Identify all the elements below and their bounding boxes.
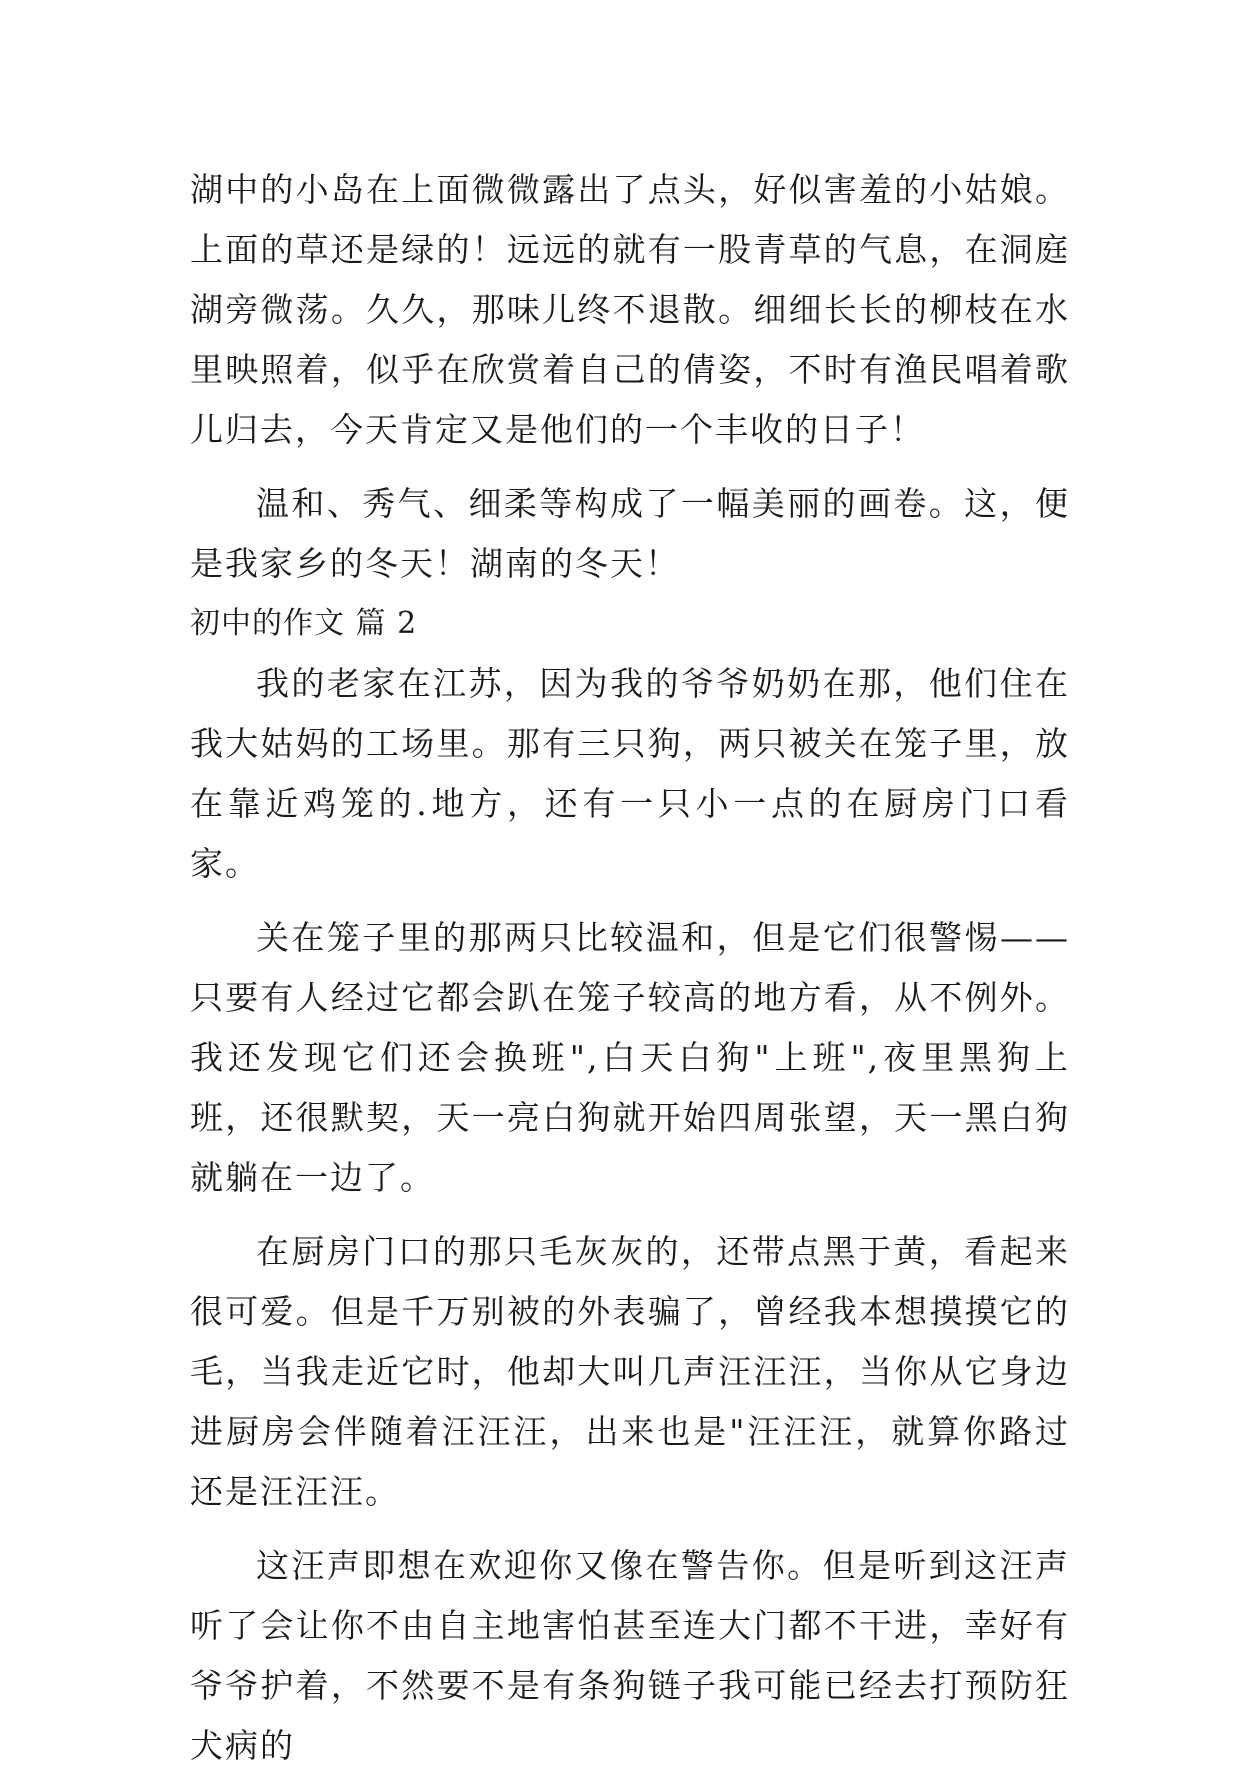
paragraph-hometown-jiangsu: 我的老家在江苏，因为我的爷爷奶奶在那，他们住在我大姑妈的工场里。那有三只狗，两只被关在笼子里，放在靠近鸡笼的.地方，还有一只小一点的在厨房门口看家。 <box>190 664 1070 883</box>
document-page <box>190 160 1070 1776</box>
paragraph-barking: 这汪声即想在欢迎你又像在警告你。但是听到这汪声听了会让你不由自主地害怕甚至连大门都不干进，幸好有爷爷护着，不然要不是有条狗链子我可能已经去打预防狂犬病的 <box>190 1546 1070 1765</box>
paragraph-lake-island: 湖中的小岛在上面微微露出了点头，好似害羞的小姑娘。上面的草还是绿的！远远的就有一股青草的气息，在洞庭湖旁微荡。久久，那味儿终不退散。细细长长的柳枝在水里映照着，似乎在欣赏着自己的倩姿，不时有渔民唱着歌儿归去，今天肯定又是他们的一个丰收的日子！ <box>190 170 1070 449</box>
paragraph-caged-dogs: 关在笼子里的那两只比较温和，但是它们很警惕——只要有人经过它都会趴在笼子较高的地方看，从不例外。我还发现它们还会换班",白天白狗"上班",夜里黑狗上班，还很默契，天一亮白狗就开始四周张望，天一黑白狗就躺在一边了。 <box>190 918 1071 1197</box>
paragraph-winter-scroll: 温和、秀气、细柔等构成了一幅美丽的画卷。这，便是我家乡的冬天！湖南的冬天！ <box>190 484 1070 583</box>
section-heading: 初中的作文 篇 2 <box>190 606 418 641</box>
paragraph-kitchen-dog: 在厨房门口的那只毛灰灰的，还带点黑于黄，看起来很可爱。但是千万别被的外表骗了，曾经我本想摸摸它的毛，当我走近它时，他却大叫几声汪汪汪，当你从它身边进厨房会伴随着汪汪汪，出来也是"汪汪汪，就算你路过还是汪汪汪。 <box>190 1232 1070 1511</box>
